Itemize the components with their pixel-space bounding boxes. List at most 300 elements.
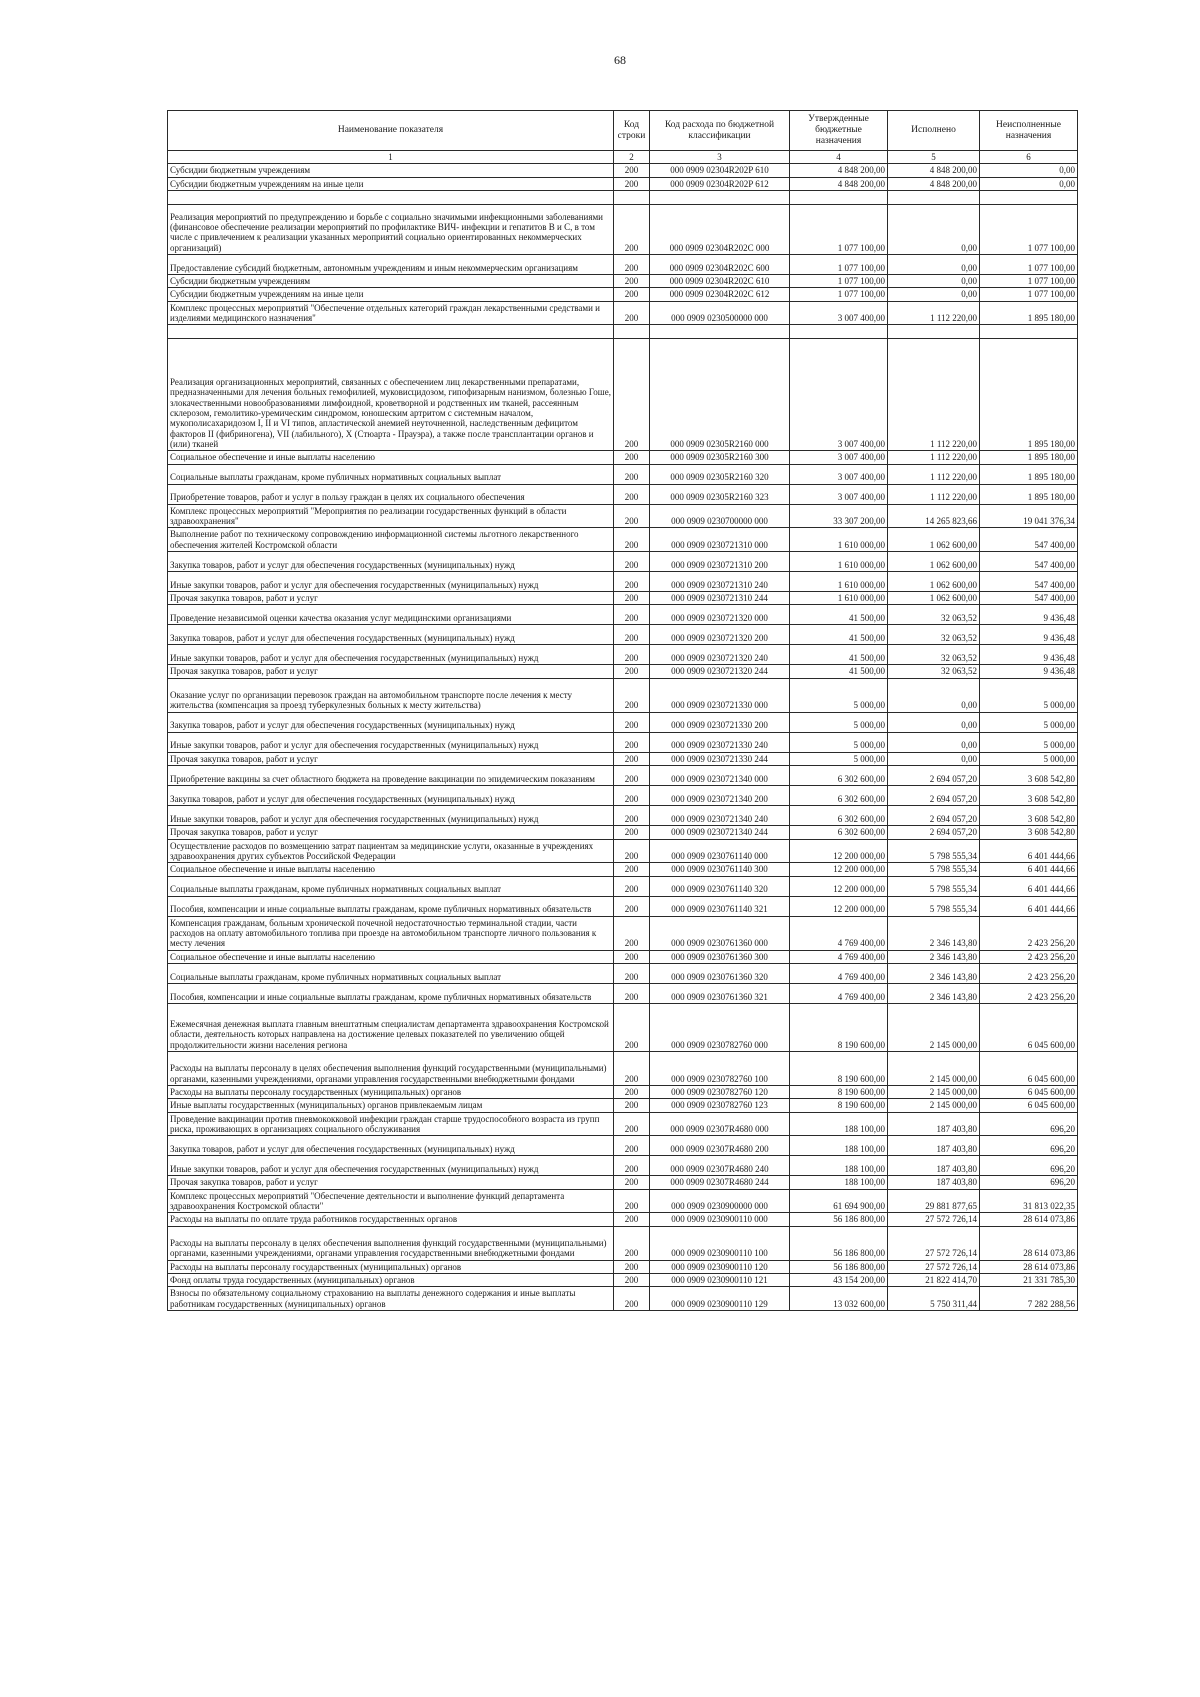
column-number: 1 xyxy=(168,151,614,164)
row-budget-code: 000 0909 0230721340 000 xyxy=(650,766,790,786)
table-body xyxy=(168,164,1078,1311)
row-name: Пособия, компенсации и иные социальные выплаты гражданам, кроме публичных нормативных обязательств xyxy=(168,983,614,1003)
table-row xyxy=(168,1176,1078,1189)
row-executed: 1 112 220,00 xyxy=(888,464,980,484)
row-budget-code: 000 0909 0230761360 321 xyxy=(650,983,790,1003)
row-approved: 4 848 200,00 xyxy=(790,177,888,190)
row-executed: 2 694 057,20 xyxy=(888,766,980,786)
row-budget-code: 000 0909 0230782760 123 xyxy=(650,1099,790,1112)
row-executed: 0,00 xyxy=(888,752,980,765)
row-executed: 187 403,80 xyxy=(888,1176,980,1189)
row-budget-code: 000 0909 0230721340 240 xyxy=(650,806,790,826)
row-unexecuted: 6 045 600,00 xyxy=(980,1085,1078,1098)
row-approved: 4 848 200,00 xyxy=(790,164,888,177)
row-line-code: 200 xyxy=(614,255,650,275)
row-name: Прочая закупка товаров, работ и услуг xyxy=(168,826,614,839)
row-line-code: 200 xyxy=(614,205,650,255)
row-approved: 6 302 600,00 xyxy=(790,786,888,806)
row-executed: 0,00 xyxy=(888,275,980,288)
table-row xyxy=(168,876,1078,896)
row-budget-code: 000 0909 02304R202P 610 xyxy=(650,164,790,177)
row-executed: 5 798 555,34 xyxy=(888,876,980,896)
row-name: Расходы на выплаты персоналу в целях обеспечения выполнения функций государственными (муниципальными) органами, казенными учреждениями, органами управления государственными внебюджетными фондами xyxy=(168,1226,614,1260)
table-row xyxy=(168,950,1078,963)
row-unexecuted: 1 077 100,00 xyxy=(980,255,1078,275)
row-approved: 188 100,00 xyxy=(790,1136,888,1156)
row-unexecuted: 2 423 256,20 xyxy=(980,963,1078,983)
row-approved: 8 190 600,00 xyxy=(790,1051,888,1085)
row-line-code: 200 xyxy=(614,484,650,504)
table-row xyxy=(168,806,1078,826)
row-name: Социальные выплаты гражданам, кроме публичных нормативных социальных выплат xyxy=(168,876,614,896)
row-name xyxy=(168,325,614,339)
row-executed: 2 145 000,00 xyxy=(888,1085,980,1098)
row-executed: 2 346 143,80 xyxy=(888,916,980,950)
row-budget-code: 000 0909 0230782760 000 xyxy=(650,1003,790,1051)
table-row xyxy=(168,1085,1078,1098)
table-row xyxy=(168,983,1078,1003)
table-row xyxy=(168,712,1078,732)
row-unexecuted: 0,00 xyxy=(980,164,1078,177)
row-approved: 1 610 000,00 xyxy=(790,528,888,552)
table-row xyxy=(168,528,1078,552)
row-name: Реализация организационных мероприятий, связанных с обеспечением лиц лекарственными препаратами, предназначенными для лечения больных гемофилией, муковисцидозом, гипофизарным нанизмом, болезнью Гоше, злокачественными новообразованиями лимфоидной, кроветворной и родственных им тканей, рассеянным склерозом, гемолитико-уремическим синдромом, юношеским артритом с системным началом, мукополисахаридозом I, II и VI типов, апластической анемией неуточненной, наследственным дефицитом факторов II (фибриногена), VII (лабильного), X (Стюарта - Прауэра), а также после трансплантации органов и (или) тканей xyxy=(168,339,614,451)
row-line-code: 200 xyxy=(614,1112,650,1136)
row-approved: 1 610 000,00 xyxy=(790,552,888,572)
table-row xyxy=(168,572,1078,592)
row-line-code: 200 xyxy=(614,950,650,963)
table-row xyxy=(168,1112,1078,1136)
row-executed: 21 822 414,70 xyxy=(888,1274,980,1287)
column-number: 2 xyxy=(614,151,650,164)
row-line-code: 200 xyxy=(614,1156,650,1176)
row-budget-code xyxy=(650,191,790,205)
row-approved: 8 190 600,00 xyxy=(790,1085,888,1098)
table-row xyxy=(168,1156,1078,1176)
row-unexecuted: 1 895 180,00 xyxy=(980,301,1078,325)
row-line-code: 200 xyxy=(614,1099,650,1112)
row-line-code: 200 xyxy=(614,504,650,528)
row-unexecuted: 1 895 180,00 xyxy=(980,339,1078,451)
row-name: Взносы по обязательному социальному страхованию на выплаты денежного содержания и иные выплаты работникам государственных (муниципальных) органов xyxy=(168,1287,614,1311)
row-name: Расходы на выплаты персоналу государственных (муниципальных) органов xyxy=(168,1260,614,1273)
row-unexecuted: 547 400,00 xyxy=(980,592,1078,605)
col-header-approved: Утвержденные бюджетные назначения xyxy=(790,111,888,151)
row-approved: 5 000,00 xyxy=(790,732,888,752)
row-name: Предоставление субсидий бюджетным, автономным учреждениям и иным некоммерческим организациям xyxy=(168,255,614,275)
row-budget-code: 000 0909 0230761360 000 xyxy=(650,916,790,950)
row-executed: 2 694 057,20 xyxy=(888,786,980,806)
row-name: Комплекс процессных мероприятий "Мероприятия по реализации государственных функций в области здравоохранения" xyxy=(168,504,614,528)
row-budget-code: 000 0909 0230900110 100 xyxy=(650,1226,790,1260)
budget-execution-table xyxy=(167,110,1078,1311)
row-name: Прочая закупка товаров, работ и услуг xyxy=(168,665,614,678)
row-approved: 12 200 000,00 xyxy=(790,863,888,876)
row-unexecuted: 2 423 256,20 xyxy=(980,916,1078,950)
row-unexecuted: 28 614 073,86 xyxy=(980,1213,1078,1226)
row-budget-code: 000 0909 02304R202C 000 xyxy=(650,205,790,255)
row-name: Иные закупки товаров, работ и услуг для обеспечения государственных (муниципальных) нужд xyxy=(168,572,614,592)
row-approved: 1 077 100,00 xyxy=(790,205,888,255)
table-row xyxy=(168,826,1078,839)
row-executed: 4 848 200,00 xyxy=(888,177,980,190)
column-number: 3 xyxy=(650,151,790,164)
row-executed: 2 346 143,80 xyxy=(888,950,980,963)
row-name: Расходы на выплаты персоналу государственных (муниципальных) органов xyxy=(168,1085,614,1098)
row-name: Субсидии бюджетным учреждениям xyxy=(168,275,614,288)
table-row xyxy=(168,1003,1078,1051)
row-name xyxy=(168,191,614,205)
row-budget-code: 000 0909 0230900110 129 xyxy=(650,1287,790,1311)
row-name: Приобретение вакцины за счет областного бюджета на проведение вакцинации по эпидемическим показаниям xyxy=(168,766,614,786)
row-line-code: 200 xyxy=(614,916,650,950)
row-unexecuted: 1 895 180,00 xyxy=(980,464,1078,484)
row-line-code: 200 xyxy=(614,339,650,451)
row-budget-code: 000 0909 0230900110 120 xyxy=(650,1260,790,1273)
column-number: 5 xyxy=(888,151,980,164)
row-budget-code: 000 0909 02305R2160 323 xyxy=(650,484,790,504)
row-unexecuted: 6 401 444,66 xyxy=(980,896,1078,916)
row-name: Социальное обеспечение и иные выплаты населению xyxy=(168,451,614,464)
table-row xyxy=(168,732,1078,752)
table-row xyxy=(168,339,1078,451)
row-name: Социальные выплаты гражданам, кроме публичных нормативных социальных выплат xyxy=(168,464,614,484)
row-unexecuted: 9 436,48 xyxy=(980,645,1078,665)
row-line-code: 200 xyxy=(614,863,650,876)
row-approved: 41 500,00 xyxy=(790,645,888,665)
row-executed: 5 798 555,34 xyxy=(888,863,980,876)
table-row xyxy=(168,625,1078,645)
row-budget-code: 000 0909 0230500000 000 xyxy=(650,301,790,325)
row-unexecuted: 2 423 256,20 xyxy=(980,983,1078,1003)
row-unexecuted: 3 608 542,80 xyxy=(980,786,1078,806)
table-row xyxy=(168,177,1078,190)
row-approved: 5 000,00 xyxy=(790,678,888,712)
row-executed: 1 112 220,00 xyxy=(888,484,980,504)
row-approved: 1 077 100,00 xyxy=(790,288,888,301)
row-executed: 2 145 000,00 xyxy=(888,1003,980,1051)
row-line-code: 200 xyxy=(614,1274,650,1287)
row-line-code: 200 xyxy=(614,1003,650,1051)
row-line-code: 200 xyxy=(614,288,650,301)
row-unexecuted: 1 895 180,00 xyxy=(980,484,1078,504)
table-row xyxy=(168,484,1078,504)
row-unexecuted: 1 895 180,00 xyxy=(980,451,1078,464)
row-executed: 27 572 726,14 xyxy=(888,1213,980,1226)
row-budget-code: 000 0909 0230761140 000 xyxy=(650,839,790,863)
row-unexecuted: 547 400,00 xyxy=(980,528,1078,552)
row-unexecuted: 31 813 022,35 xyxy=(980,1189,1078,1213)
row-executed: 4 848 200,00 xyxy=(888,164,980,177)
row-budget-code: 000 0909 0230761360 320 xyxy=(650,963,790,983)
row-unexecuted: 6 401 444,66 xyxy=(980,876,1078,896)
row-budget-code: 000 0909 0230761360 300 xyxy=(650,950,790,963)
table-row xyxy=(168,325,1078,339)
row-unexecuted: 5 000,00 xyxy=(980,732,1078,752)
row-line-code: 200 xyxy=(614,1226,650,1260)
row-budget-code: 000 0909 0230721320 240 xyxy=(650,645,790,665)
table-row xyxy=(168,1213,1078,1226)
row-name: Социальное обеспечение и иные выплаты населению xyxy=(168,863,614,876)
row-executed: 0,00 xyxy=(888,205,980,255)
row-approved: 12 200 000,00 xyxy=(790,876,888,896)
row-executed: 32 063,52 xyxy=(888,645,980,665)
row-approved: 1 077 100,00 xyxy=(790,255,888,275)
table-row xyxy=(168,205,1078,255)
table-row xyxy=(168,752,1078,765)
table-row xyxy=(168,1051,1078,1085)
row-executed: 32 063,52 xyxy=(888,625,980,645)
table-row xyxy=(168,678,1078,712)
row-unexecuted: 7 282 288,56 xyxy=(980,1287,1078,1311)
row-name: Закупка товаров, работ и услуг для обеспечения государственных (муниципальных) нужд xyxy=(168,552,614,572)
table-row xyxy=(168,301,1078,325)
row-executed: 2 145 000,00 xyxy=(888,1099,980,1112)
row-approved: 56 186 800,00 xyxy=(790,1226,888,1260)
row-name: Расходы на выплаты персоналу в целях обеспечения выполнения функций государственными (муниципальными) органами, казенными учреждениями, органами управления государственными внебюджетными фондами xyxy=(168,1051,614,1085)
row-budget-code: 000 0909 0230721320 000 xyxy=(650,605,790,625)
row-name: Оказание услуг по организации перевозок граждан на автомобильном транспорте после лечения к месту жительства (компенсация за проезд туберкулезных больных к месту жительства) xyxy=(168,678,614,712)
row-line-code: 200 xyxy=(614,301,650,325)
row-approved: 8 190 600,00 xyxy=(790,1003,888,1051)
row-budget-code: 000 0909 0230721310 244 xyxy=(650,592,790,605)
row-line-code: 200 xyxy=(614,712,650,732)
row-name: Проведение независимой оценки качества оказания услуг медицинскими организациями xyxy=(168,605,614,625)
row-approved: 4 769 400,00 xyxy=(790,950,888,963)
table-row xyxy=(168,963,1078,983)
row-executed xyxy=(888,191,980,205)
row-approved: 41 500,00 xyxy=(790,605,888,625)
row-executed: 0,00 xyxy=(888,255,980,275)
row-budget-code: 000 0909 02305R2160 300 xyxy=(650,451,790,464)
row-unexecuted: 2 423 256,20 xyxy=(980,950,1078,963)
row-name: Компенсация гражданам, больным хронической почечной недостаточностью терминальной стадии, части расходов на оплату автомобильного топлива при проезде на автомобильном транспорте личного пользования к месту лечения xyxy=(168,916,614,950)
row-budget-code: 000 0909 0230761140 300 xyxy=(650,863,790,876)
row-name: Прочая закупка товаров, работ и услуг xyxy=(168,592,614,605)
row-budget-code: 000 0909 0230721320 200 xyxy=(650,625,790,645)
row-executed: 2 145 000,00 xyxy=(888,1051,980,1085)
row-budget-code: 000 0909 0230900000 000 xyxy=(650,1189,790,1213)
row-line-code: 200 xyxy=(614,839,650,863)
row-executed: 2 694 057,20 xyxy=(888,826,980,839)
row-line-code: 200 xyxy=(614,665,650,678)
row-name: Приобретение товаров, работ и услуг в пользу граждан в целях их социального обеспечения xyxy=(168,484,614,504)
row-approved: 41 500,00 xyxy=(790,625,888,645)
row-approved: 188 100,00 xyxy=(790,1156,888,1176)
row-unexecuted: 5 000,00 xyxy=(980,678,1078,712)
table-header-row xyxy=(168,111,1078,151)
row-budget-code: 000 0909 0230761140 321 xyxy=(650,896,790,916)
row-budget-code: 000 0909 0230782760 100 xyxy=(650,1051,790,1085)
row-line-code xyxy=(614,325,650,339)
row-approved: 12 200 000,00 xyxy=(790,839,888,863)
row-executed: 0,00 xyxy=(888,288,980,301)
row-line-code: 200 xyxy=(614,1260,650,1273)
row-approved: 5 000,00 xyxy=(790,752,888,765)
row-budget-code: 000 0909 0230721330 000 xyxy=(650,678,790,712)
row-executed xyxy=(888,325,980,339)
row-budget-code: 000 0909 0230700000 000 xyxy=(650,504,790,528)
row-budget-code: 000 0909 02307R4680 000 xyxy=(650,1112,790,1136)
table-row xyxy=(168,592,1078,605)
row-name: Пособия, компенсации и иные социальные выплаты гражданам, кроме публичных нормативных обязательств xyxy=(168,896,614,916)
row-budget-code: 000 0909 0230721340 244 xyxy=(650,826,790,839)
row-approved: 6 302 600,00 xyxy=(790,766,888,786)
row-name: Иные закупки товаров, работ и услуг для обеспечения государственных (муниципальных) нужд xyxy=(168,645,614,665)
row-name: Комплекс процессных мероприятий "Обеспечение отдельных категорий граждан лекарственными средствами и изделиями медицинского назначения" xyxy=(168,301,614,325)
row-unexecuted: 3 608 542,80 xyxy=(980,766,1078,786)
row-line-code: 200 xyxy=(614,552,650,572)
row-unexecuted: 21 331 785,30 xyxy=(980,1274,1078,1287)
row-name: Выполнение работ по техническому сопровождению информационной системы льготного лекарственного обеспечения жителей Костромской области xyxy=(168,528,614,552)
row-approved: 4 769 400,00 xyxy=(790,916,888,950)
row-unexecuted: 6 401 444,66 xyxy=(980,839,1078,863)
row-budget-code: 000 0909 02304R202C 600 xyxy=(650,255,790,275)
table-row xyxy=(168,164,1078,177)
table-row xyxy=(168,504,1078,528)
row-line-code: 200 xyxy=(614,572,650,592)
table-row xyxy=(168,464,1078,484)
row-approved: 33 307 200,00 xyxy=(790,504,888,528)
row-approved: 3 007 400,00 xyxy=(790,464,888,484)
row-executed: 1 112 220,00 xyxy=(888,451,980,464)
row-approved: 13 032 600,00 xyxy=(790,1287,888,1311)
row-executed: 5 798 555,34 xyxy=(888,896,980,916)
row-approved: 1 077 100,00 xyxy=(790,275,888,288)
row-unexecuted: 5 000,00 xyxy=(980,712,1078,732)
row-executed: 1 062 600,00 xyxy=(888,572,980,592)
row-approved: 3 007 400,00 xyxy=(790,339,888,451)
table-row xyxy=(168,275,1078,288)
table-row xyxy=(168,916,1078,950)
row-budget-code: 000 0909 02304R202P 612 xyxy=(650,177,790,190)
row-line-code: 200 xyxy=(614,164,650,177)
row-name: Ежемесячная денежная выплата главным внештатным специалистам департамента здравоохранения Костромской области, деятельность которых направлена на достижение целевых показателей по увеличению общей продолжительности жизни населения региона xyxy=(168,1003,614,1051)
row-line-code: 200 xyxy=(614,826,650,839)
row-budget-code: 000 0909 0230761140 320 xyxy=(650,876,790,896)
row-unexecuted: 547 400,00 xyxy=(980,552,1078,572)
col-header-line-code: Код строки xyxy=(614,111,650,151)
row-unexecuted: 3 608 542,80 xyxy=(980,826,1078,839)
row-budget-code: 000 0909 02304R202C 612 xyxy=(650,288,790,301)
row-budget-code: 000 0909 0230721330 244 xyxy=(650,752,790,765)
row-budget-code: 000 0909 0230721320 244 xyxy=(650,665,790,678)
row-executed: 187 403,80 xyxy=(888,1136,980,1156)
row-budget-code: 000 0909 0230721330 200 xyxy=(650,712,790,732)
row-approved: 6 302 600,00 xyxy=(790,826,888,839)
column-number: 6 xyxy=(980,151,1078,164)
row-line-code: 200 xyxy=(614,177,650,190)
table-row xyxy=(168,552,1078,572)
row-line-code: 200 xyxy=(614,605,650,625)
row-budget-code: 000 0909 02307R4680 200 xyxy=(650,1136,790,1156)
row-unexecuted: 1 077 100,00 xyxy=(980,288,1078,301)
table-row xyxy=(168,1099,1078,1112)
row-budget-code: 000 0909 0230721310 200 xyxy=(650,552,790,572)
row-approved: 61 694 900,00 xyxy=(790,1189,888,1213)
table-row xyxy=(168,1189,1078,1213)
table-row xyxy=(168,451,1078,464)
table-row xyxy=(168,665,1078,678)
row-line-code: 200 xyxy=(614,1189,650,1213)
row-name: Закупка товаров, работ и услуг для обеспечения государственных (муниципальных) нужд xyxy=(168,786,614,806)
row-line-code: 200 xyxy=(614,1136,650,1156)
row-unexecuted: 6 401 444,66 xyxy=(980,863,1078,876)
row-approved: 1 610 000,00 xyxy=(790,592,888,605)
row-line-code: 200 xyxy=(614,806,650,826)
row-executed: 2 346 143,80 xyxy=(888,983,980,1003)
row-unexecuted: 9 436,48 xyxy=(980,625,1078,645)
column-number: 4 xyxy=(790,151,888,164)
row-unexecuted: 28 614 073,86 xyxy=(980,1226,1078,1260)
table-row xyxy=(168,839,1078,863)
row-line-code: 200 xyxy=(614,451,650,464)
row-name: Прочая закупка товаров, работ и услуг xyxy=(168,752,614,765)
row-unexecuted: 5 000,00 xyxy=(980,752,1078,765)
row-executed: 32 063,52 xyxy=(888,605,980,625)
row-unexecuted: 696,20 xyxy=(980,1176,1078,1189)
row-approved: 41 500,00 xyxy=(790,665,888,678)
row-approved: 8 190 600,00 xyxy=(790,1099,888,1112)
row-budget-code: 000 0909 0230721330 240 xyxy=(650,732,790,752)
row-budget-code: 000 0909 0230721310 000 xyxy=(650,528,790,552)
row-approved: 56 186 800,00 xyxy=(790,1260,888,1273)
table-row xyxy=(168,1260,1078,1273)
row-executed: 1 062 600,00 xyxy=(888,592,980,605)
row-budget-code: 000 0909 0230900110 000 xyxy=(650,1213,790,1226)
table-row xyxy=(168,645,1078,665)
row-executed: 1 112 220,00 xyxy=(888,339,980,451)
row-budget-code: 000 0909 0230900110 121 xyxy=(650,1274,790,1287)
row-name: Реализация мероприятий по предупреждению и борьбе с социально значимыми инфекционными заболеваниями (финансовое обеспечение реализации мероприятий по профилактике ВИЧ- инфекции и гепатитов В и С, в том числе с привлечением к реализации указанных мероприятий социально ориентированных некоммерческих организаций) xyxy=(168,205,614,255)
row-unexecuted: 696,20 xyxy=(980,1112,1078,1136)
row-name: Иные выплаты государственных (муниципальных) органов привлекаемым лицам xyxy=(168,1099,614,1112)
row-executed: 2 694 057,20 xyxy=(888,806,980,826)
row-executed: 14 265 823,66 xyxy=(888,504,980,528)
column-number-row xyxy=(168,151,1078,164)
row-unexecuted: 6 045 600,00 xyxy=(980,1099,1078,1112)
row-executed: 1 062 600,00 xyxy=(888,552,980,572)
row-approved xyxy=(790,191,888,205)
row-executed: 27 572 726,14 xyxy=(888,1260,980,1273)
row-name: Прочая закупка товаров, работ и услуг xyxy=(168,1176,614,1189)
row-line-code: 200 xyxy=(614,592,650,605)
row-line-code: 200 xyxy=(614,1051,650,1085)
row-unexecuted: 9 436,48 xyxy=(980,665,1078,678)
row-executed: 187 403,80 xyxy=(888,1112,980,1136)
row-line-code: 200 xyxy=(614,1287,650,1311)
row-line-code: 200 xyxy=(614,678,650,712)
row-unexecuted: 1 077 100,00 xyxy=(980,205,1078,255)
row-name: Расходы на выплаты по оплате труда работников государственных органов xyxy=(168,1213,614,1226)
row-unexecuted: 6 045 600,00 xyxy=(980,1003,1078,1051)
row-executed: 1 062 600,00 xyxy=(888,528,980,552)
row-name: Социальное обеспечение и иные выплаты населению xyxy=(168,950,614,963)
row-line-code: 200 xyxy=(614,963,650,983)
row-executed: 2 346 143,80 xyxy=(888,963,980,983)
col-header-executed: Исполнено xyxy=(888,111,980,151)
table-row xyxy=(168,605,1078,625)
row-approved: 1 610 000,00 xyxy=(790,572,888,592)
row-executed: 29 881 877,65 xyxy=(888,1189,980,1213)
row-line-code: 200 xyxy=(614,876,650,896)
row-line-code: 200 xyxy=(614,625,650,645)
table-row xyxy=(168,1226,1078,1260)
table-row xyxy=(168,288,1078,301)
row-name: Закупка товаров, работ и услуг для обеспечения государственных (муниципальных) нужд xyxy=(168,712,614,732)
row-line-code xyxy=(614,191,650,205)
row-name: Иные закупки товаров, работ и услуг для обеспечения государственных (муниципальных) нужд xyxy=(168,732,614,752)
